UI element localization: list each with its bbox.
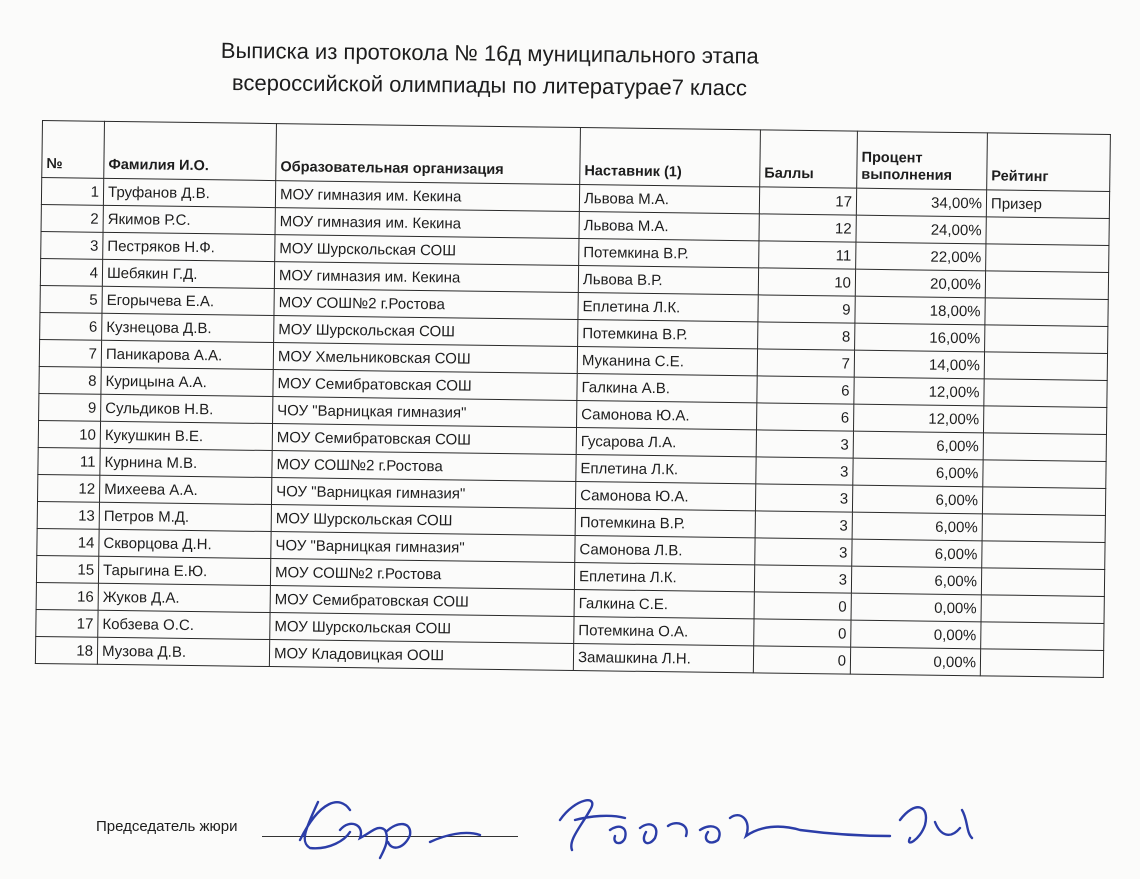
student-name-cell: Музова Д.В. — [97, 637, 269, 666]
student-name-cell: Труфанов Д.В. — [103, 178, 275, 207]
score-cell: 7 — [757, 349, 854, 377]
organization-cell: МОУ СОШ№2 г.Ростова — [272, 451, 576, 482]
student-name-cell: Кузнецова Д.В. — [102, 313, 274, 342]
mentor-cell: Потемкина О.А. — [574, 617, 754, 646]
row-number-cell: 16 — [36, 582, 98, 610]
student-name-cell: Курнина М.В. — [100, 448, 272, 477]
percent-cell: 22,00% — [856, 242, 986, 271]
header-percent: Процент выполнения — [857, 131, 988, 190]
student-name-cell: Скворцова Д.Н. — [99, 529, 271, 558]
document-title — [139, 34, 840, 105]
row-number-cell: 1 — [41, 178, 103, 206]
score-cell: 0 — [754, 619, 851, 647]
student-name-cell: Кукушкин В.Е. — [100, 421, 272, 450]
score-cell: 12 — [759, 214, 856, 242]
percent-cell: 0,00% — [851, 593, 981, 622]
organization-cell: МОУ Шурскольская СОШ — [271, 505, 575, 536]
rating-cell — [982, 541, 1105, 570]
chairman-label: Председатель жюри — [96, 818, 238, 835]
organization-cell: ЧОУ "Варницкая гимназия" — [271, 532, 575, 563]
mentor-cell: Еплетина Л.К. — [578, 293, 758, 322]
percent-cell: 6,00% — [852, 539, 982, 568]
organization-cell: ЧОУ "Варницкая гимназия" — [273, 397, 577, 428]
row-number-cell: 12 — [38, 474, 100, 502]
rating-cell — [982, 514, 1105, 543]
organization-cell: МОУ Семибратовская СОШ — [272, 424, 576, 455]
row-number-cell: 5 — [40, 285, 102, 313]
title-line-2: всероссийской олимпиады по литературае7 класс — [231, 69, 748, 101]
row-number-cell: 11 — [38, 447, 100, 475]
protocol-sheet — [35, 120, 1110, 678]
student-name-cell: Пестряков Н.Ф. — [103, 232, 275, 261]
row-number-cell: 2 — [41, 204, 103, 232]
mentor-cell: Галкина А.В. — [577, 374, 757, 403]
rating-cell — [981, 622, 1104, 651]
rating-cell — [985, 325, 1108, 354]
rating-cell — [986, 217, 1109, 246]
row-number-cell: 3 — [41, 231, 103, 259]
mentor-cell: Львова М.А. — [579, 185, 759, 214]
rating-cell — [980, 649, 1103, 678]
percent-cell: 14,00% — [854, 350, 984, 379]
row-number-cell: 6 — [40, 312, 102, 340]
student-name-cell: Якимов Р.С. — [103, 205, 275, 234]
header-organization: Образовательная организация — [276, 124, 581, 185]
row-number-cell: 4 — [40, 258, 102, 286]
student-name-cell: Шебякин Г.Д. — [102, 259, 274, 288]
student-name-cell: Михеева А.А. — [100, 475, 272, 504]
student-name-cell: Курицына А.А. — [101, 367, 273, 396]
student-name-cell: Тарыгина Е.Ю. — [98, 556, 270, 585]
rating-cell — [983, 460, 1106, 489]
percent-cell: 6,00% — [852, 512, 982, 541]
percent-cell: 0,00% — [850, 647, 980, 676]
score-cell: 11 — [759, 241, 856, 269]
organization-cell: МОУ Семибратовская СОШ — [270, 586, 574, 617]
rating-cell — [981, 595, 1104, 624]
rating-cell — [985, 271, 1108, 300]
row-number-cell: 9 — [39, 393, 101, 421]
rating-cell — [986, 244, 1109, 273]
organization-cell: МОУ Шурскольская СОШ — [275, 235, 579, 266]
student-name-cell: Кобзева О.С. — [98, 610, 270, 639]
mentor-cell: Потемкина В.Р. — [578, 320, 758, 349]
mentor-cell: Львова В.Р. — [578, 266, 758, 295]
row-number-cell: 8 — [39, 366, 101, 394]
score-cell: 3 — [754, 565, 851, 593]
header-number: № — [42, 121, 105, 179]
rating-cell — [984, 379, 1107, 408]
title-line-1: Выписка из протокола № 16д муниципального этапа — [220, 37, 759, 69]
mentor-cell: Галкина С.Е. — [574, 590, 754, 619]
score-cell: 3 — [756, 430, 853, 458]
results-table — [35, 120, 1111, 678]
student-name-cell: Петров М.Д. — [99, 502, 271, 531]
organization-cell: МОУ гимназия им. Кекина — [275, 181, 579, 212]
organization-cell: МОУ Шурскольская СОШ — [274, 316, 578, 347]
score-cell: 17 — [759, 187, 856, 215]
rating-cell — [984, 352, 1107, 381]
mentor-cell: Львова М.А. — [579, 212, 759, 241]
percent-cell: 6,00% — [852, 485, 982, 514]
score-cell: 0 — [754, 592, 851, 620]
organization-cell: МОУ Хмельниковская СОШ — [273, 343, 577, 374]
row-number-cell: 18 — [35, 636, 97, 664]
score-cell: 9 — [758, 295, 855, 323]
organization-cell: МОУ Семибратовская СОШ — [273, 370, 577, 401]
percent-cell: 12,00% — [854, 377, 984, 406]
row-number-cell: 13 — [37, 501, 99, 529]
percent-cell: 20,00% — [855, 269, 985, 298]
row-number-cell: 14 — [37, 528, 99, 556]
organization-cell: МОУ гимназия им. Кекина — [274, 262, 578, 293]
mentor-cell: Потемкина В.Р. — [579, 239, 759, 268]
row-number-cell: 15 — [36, 555, 98, 583]
signature-block — [0, 780, 1140, 879]
organization-cell: МОУ Кладовицкая ООШ — [269, 640, 573, 671]
rating-cell — [983, 406, 1106, 435]
header-score: Баллы — [760, 130, 858, 188]
row-number-cell: 7 — [39, 339, 101, 367]
percent-cell: 6,00% — [853, 458, 983, 487]
handwritten-signature — [0, 780, 1140, 879]
student-name-cell: Паникарова А.А. — [101, 340, 273, 369]
percent-cell: 6,00% — [851, 566, 981, 595]
percent-cell: 16,00% — [855, 323, 985, 352]
student-name-cell: Егорычева Е.А. — [102, 286, 274, 315]
score-cell: 8 — [758, 322, 855, 350]
score-cell: 3 — [755, 484, 852, 512]
mentor-cell: Самонова Ю.А. — [575, 482, 755, 511]
student-name-cell: Сульдиков Н.В. — [101, 394, 273, 423]
percent-cell: 12,00% — [853, 404, 983, 433]
mentor-cell: Самонова Л.В. — [575, 536, 755, 565]
score-cell: 0 — [753, 646, 850, 674]
organization-cell: МОУ гимназия им. Кекина — [275, 208, 579, 239]
percent-cell: 6,00% — [853, 431, 983, 460]
mentor-cell: Еплетина Л.К. — [574, 563, 754, 592]
organization-cell: ЧОУ "Варницкая гимназия" — [271, 478, 575, 509]
mentor-cell: Самонова Ю.А. — [577, 401, 757, 430]
score-cell: 6 — [757, 376, 854, 404]
mentor-cell: Потемкина В.Р. — [575, 509, 755, 538]
organization-cell: МОУ Шурскольская СОШ — [270, 613, 574, 644]
percent-cell: 18,00% — [855, 296, 985, 325]
rating-cell — [981, 568, 1104, 597]
mentor-cell: Гусарова Л.А. — [576, 428, 756, 457]
header-mentor: Наставник (1) — [580, 128, 761, 187]
percent-cell: 34,00% — [856, 188, 986, 217]
row-number-cell: 17 — [36, 609, 98, 637]
row-number-cell: 10 — [38, 420, 100, 448]
score-cell: 10 — [758, 268, 855, 296]
organization-cell: МОУ СОШ№2 г.Ростова — [270, 559, 574, 590]
mentor-cell: Еплетина Л.К. — [576, 455, 756, 484]
rating-cell — [982, 487, 1105, 516]
percent-cell: 0,00% — [851, 620, 981, 649]
score-cell: 3 — [756, 457, 853, 485]
mentor-cell: Замашкина Л.Н. — [573, 644, 753, 673]
student-name-cell: Жуков Д.А. — [98, 583, 270, 612]
rating-cell: Призер — [986, 190, 1109, 219]
header-name: Фамилия И.О. — [104, 121, 277, 180]
score-cell: 3 — [755, 511, 852, 539]
header-rating: Рейтинг — [987, 133, 1111, 192]
mentor-cell: Муканина С.Е. — [577, 347, 757, 376]
score-cell: 6 — [757, 403, 854, 431]
rating-cell — [985, 298, 1108, 327]
organization-cell: МОУ СОШ№2 г.Ростова — [274, 289, 578, 320]
score-cell: 3 — [755, 538, 852, 566]
percent-cell: 24,00% — [856, 215, 986, 244]
rating-cell — [983, 433, 1106, 462]
